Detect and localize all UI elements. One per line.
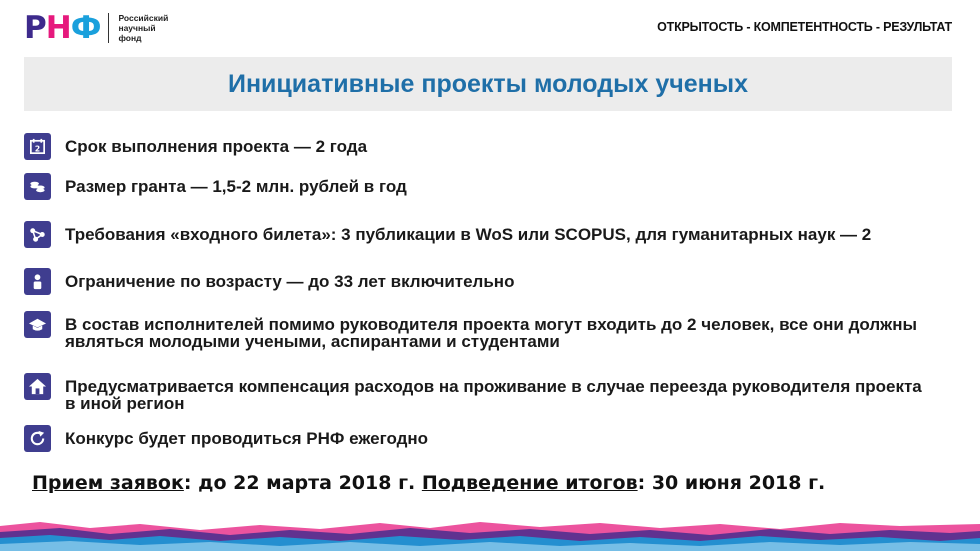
- results-label: Подведение итогов: [421, 472, 638, 494]
- svg-text:2: 2: [34, 144, 41, 154]
- list-item: [24, 173, 407, 200]
- logo-mark: РНФ: [24, 10, 101, 46]
- item-line: Ограничение по возрасту — до 33 лет включительно: [65, 272, 515, 291]
- item-text: [65, 430, 428, 447]
- item-line: Требования «входного билета»: 3 публикации в WoS или SCOPUS, для гуманитарных наук — 2: [65, 225, 872, 244]
- logo-caption: [118, 13, 168, 43]
- item-text: [65, 378, 922, 412]
- slide-title: Инициативные проекты молодых ученых: [227, 69, 748, 98]
- item-line: Размер гранта — 1,5-2 млн. рублей в год: [65, 177, 407, 196]
- calendar-icon: [24, 133, 51, 160]
- graduation-cap-icon: [24, 311, 51, 338]
- list-item: [24, 133, 367, 160]
- title-band: [24, 57, 952, 111]
- list-item: [24, 311, 917, 350]
- item-line: Предусматривается компенсация расходов на проживание в случае переезда руководителя проекта: [65, 377, 922, 396]
- logo-caption-line: научный: [118, 23, 156, 33]
- footer-decoration: [0, 510, 980, 551]
- house-icon: [24, 373, 51, 400]
- item-text: [65, 178, 407, 195]
- refresh-icon: [24, 425, 51, 452]
- item-text: [65, 316, 917, 350]
- rnf-logo[interactable]: [24, 12, 168, 44]
- item-line: В состав исполнителей помимо руководителя проекта могут входить до 2 человек, все они должны: [65, 315, 917, 334]
- slogan: ОТКРЫТОСТЬ - КОМПЕТЕНТНОСТЬ - РЕЗУЛЬТАТ: [657, 20, 952, 34]
- application-label: Прием заявок: [32, 472, 184, 494]
- application-value: : до 22 марта 2018 г.: [183, 472, 416, 494]
- header: [0, 0, 980, 52]
- item-line: Срок выполнения проекта — 2 года: [65, 137, 368, 156]
- list-item: [24, 425, 428, 452]
- deadlines: [32, 472, 825, 494]
- results-value: : 30 июня 2018 г.: [637, 472, 826, 494]
- item-text: [65, 273, 514, 290]
- logo-caption-line: фонд: [118, 33, 142, 43]
- list-item: [24, 221, 871, 248]
- item-text: [65, 138, 367, 155]
- list-item: [24, 373, 922, 412]
- person-icon: [24, 268, 51, 295]
- coins-icon: [24, 173, 51, 200]
- network-icon: [24, 221, 51, 248]
- item-line: в иной регион: [65, 394, 185, 413]
- item-line: Конкурс будет проводиться РНФ ежегодно: [65, 429, 429, 448]
- item-text: [65, 226, 871, 243]
- item-line: являться молодыми учеными, аспирантами и студентами: [65, 332, 560, 351]
- logo-divider: [108, 13, 109, 43]
- list-item: [24, 268, 514, 295]
- logo-caption-line: Российский: [118, 13, 169, 23]
